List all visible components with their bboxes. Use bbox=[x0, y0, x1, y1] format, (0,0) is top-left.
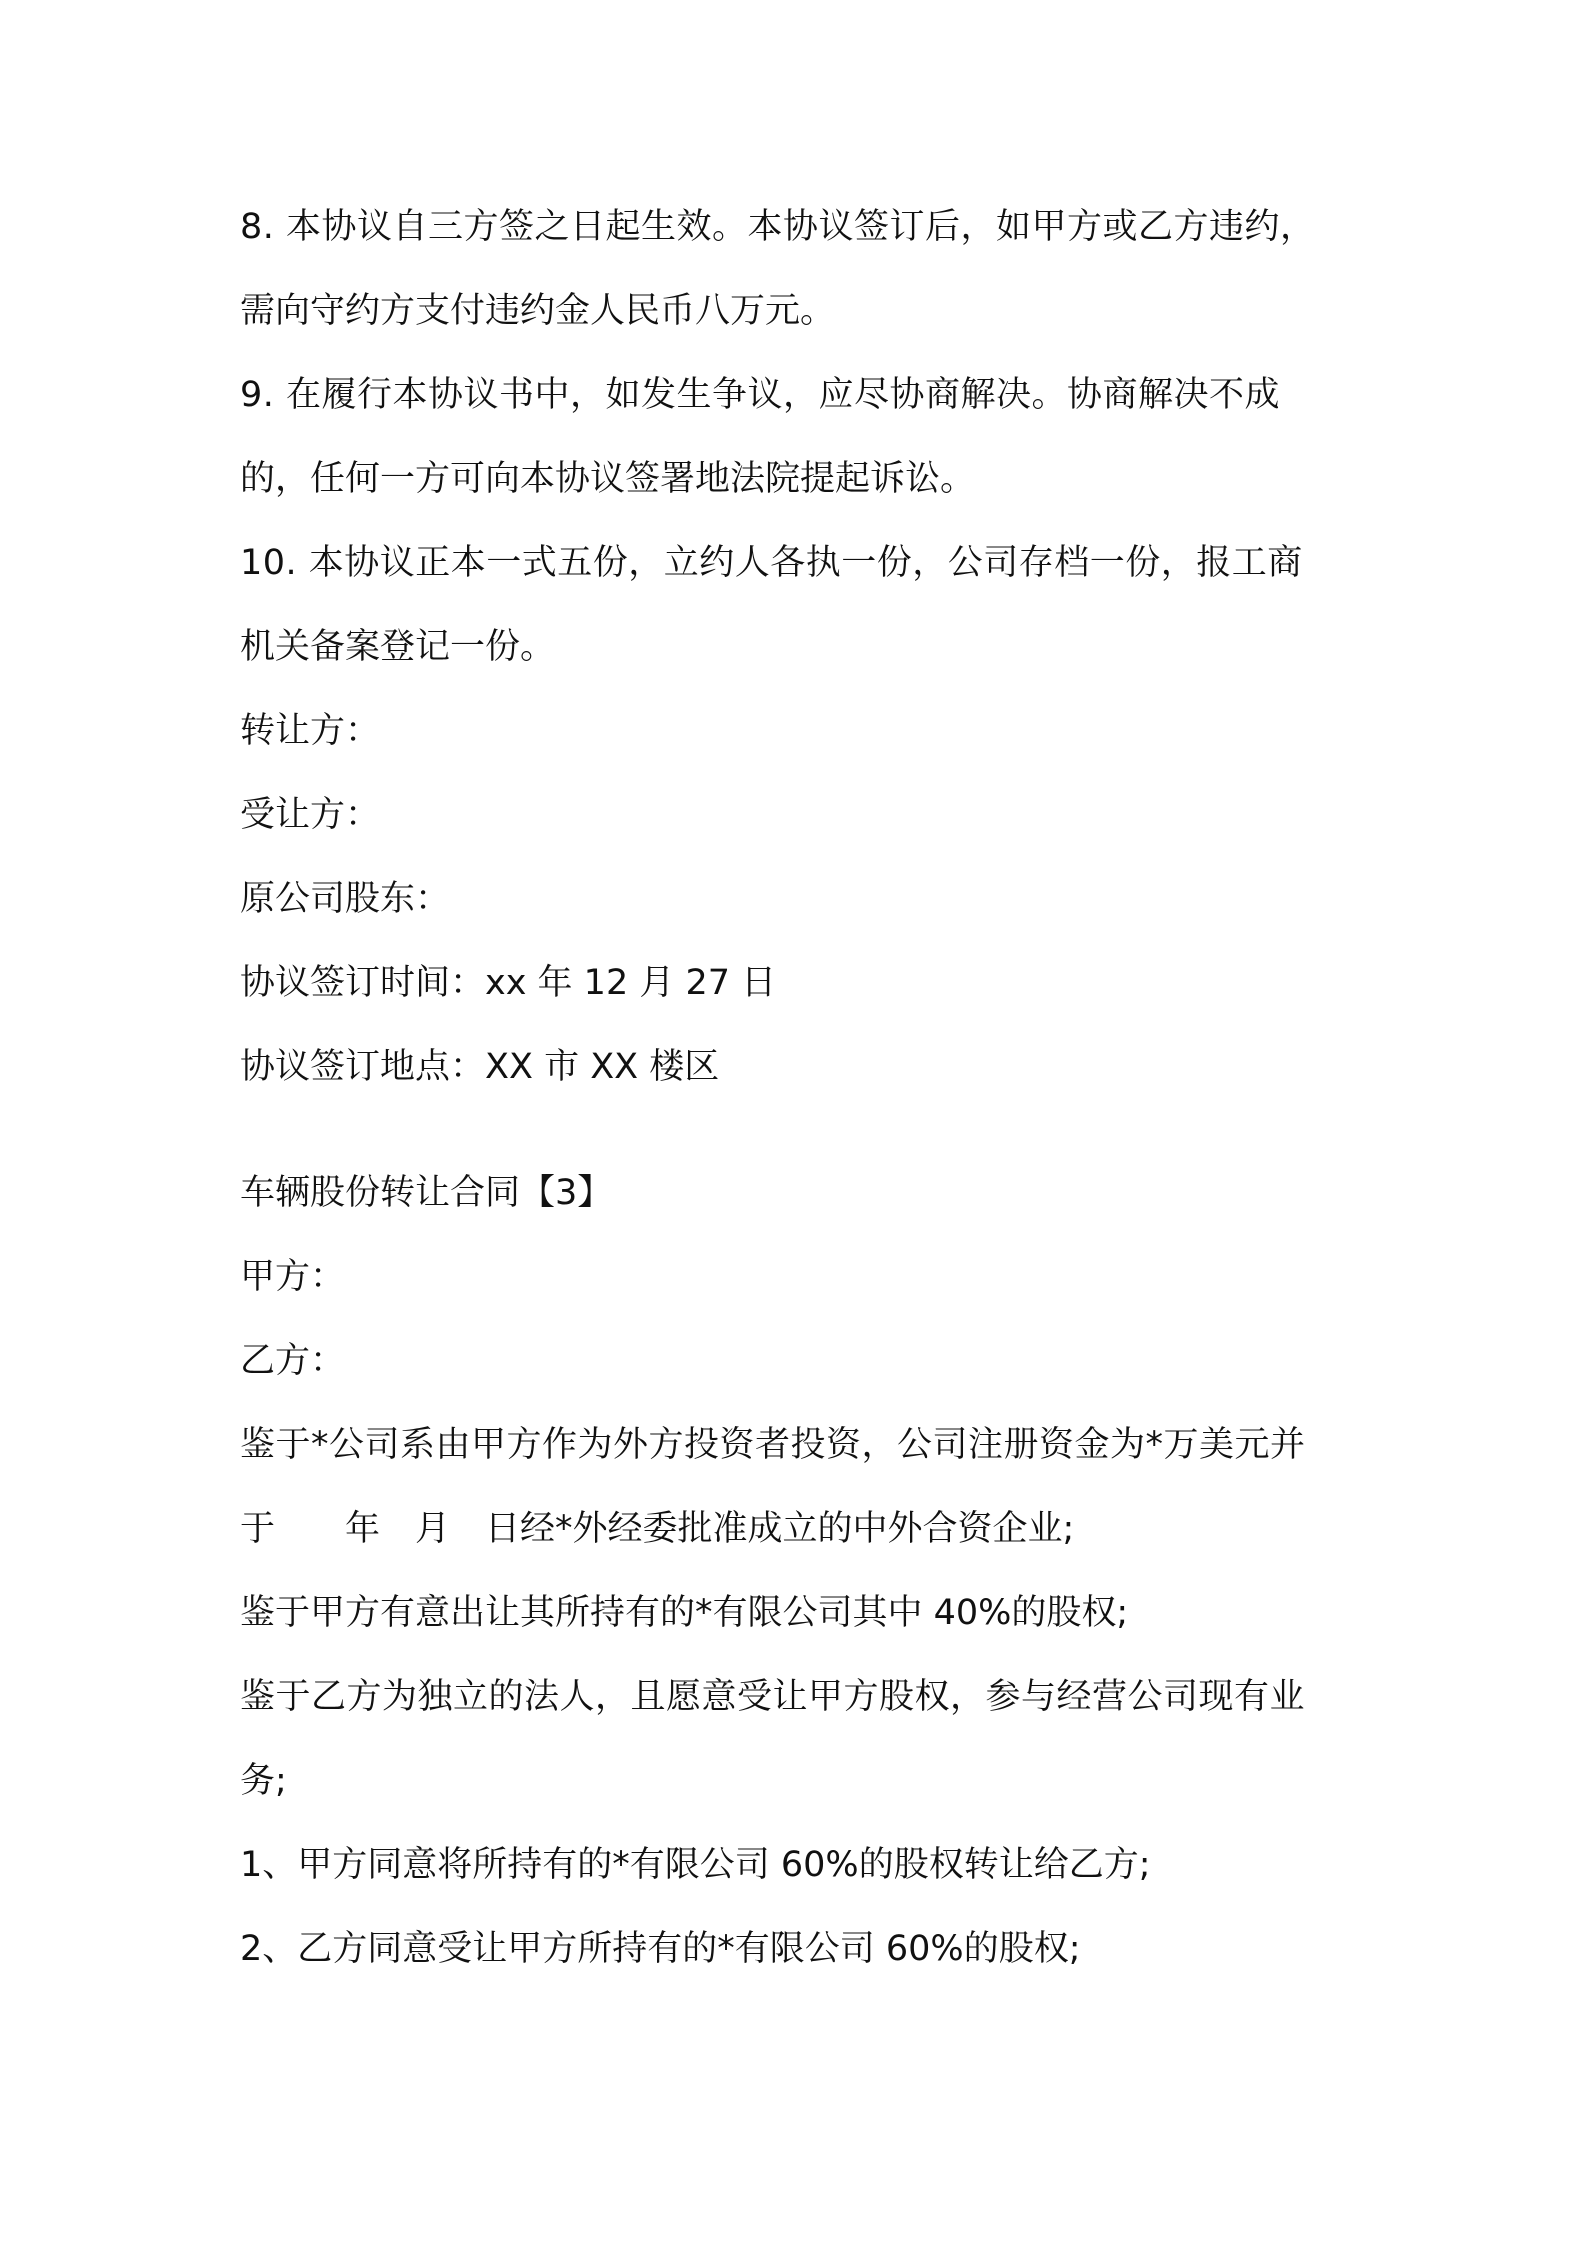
article-1: 1、甲方同意将所持有的*有限公司 60%的股权转让给乙方; bbox=[240, 1845, 1151, 1885]
party-a-label: 甲方： bbox=[240, 1257, 346, 1297]
clause-9-line-2: 的，任何一方可向本协议签署地法院提起诉讼。 bbox=[240, 459, 976, 499]
transferee-label: 受让方： bbox=[240, 795, 381, 835]
clause-10-line-2: 机关备案登记一份。 bbox=[240, 627, 556, 667]
recital-3-line-1: 鉴于乙方为独立的法人，且愿意受让甲方股权，参与经营公司现有业 bbox=[240, 1677, 1306, 1717]
article-2: 2、乙方同意受让甲方所持有的*有限公司 60%的股权; bbox=[240, 1929, 1081, 1969]
recital-1-line-2: 于 年 月 日经*外经委批准成立的中外合资企业; bbox=[240, 1509, 1075, 1549]
recital-3-line-2: 务; bbox=[240, 1761, 287, 1801]
original-shareholder-label: 原公司股东： bbox=[240, 879, 451, 919]
recital-1-line-1: 鉴于*公司系由甲方作为外方投资者投资，公司注册资金为*万美元并 bbox=[240, 1425, 1306, 1465]
contract-title: 车辆股份转让合同【3】 bbox=[240, 1173, 613, 1213]
clause-9-line-1: 9. 在履行本协议书中，如发生争议，应尽协商解决。协商解决不成 bbox=[240, 375, 1281, 415]
signing-date: 协议签订时间：xx 年 12 月 27 日 bbox=[240, 963, 777, 1003]
clause-8-line-1: 8. 本协议自三方签之日起生效。本协议签订后，如甲方或乙方违约， bbox=[240, 207, 1316, 247]
clause-8-line-2: 需向守约方支付违约金人民币八万元。 bbox=[240, 291, 836, 331]
signing-place: 协议签订地点：XX 市 XX 楼区 bbox=[240, 1047, 720, 1087]
clause-10-line-1: 10. 本协议正本一式五份，立约人各执一份，公司存档一份，报工商 bbox=[240, 543, 1303, 583]
transferor-label: 转让方： bbox=[240, 711, 381, 751]
recital-2: 鉴于甲方有意出让其所持有的*有限公司其中 40%的股权; bbox=[240, 1593, 1129, 1633]
party-b-label: 乙方： bbox=[240, 1341, 346, 1381]
